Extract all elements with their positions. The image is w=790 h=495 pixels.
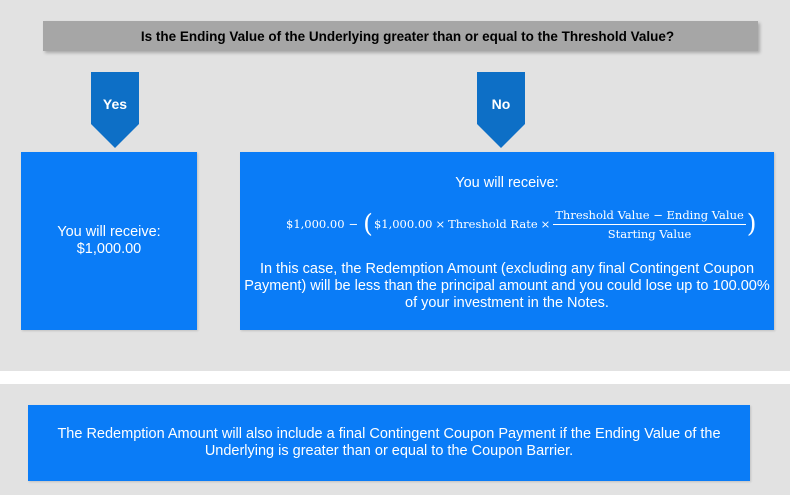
formula-denominator: Starting Value: [607, 226, 692, 241]
no-explanation: In this case, the Redemption Amount (excluding any final Contingent Coupon Payment) will be less than the principal amount and you could lose up to 100.00% of your investment in the Notes.: [244, 261, 770, 311]
no-label: No: [491, 96, 511, 112]
redemption-formula: [286, 204, 757, 244]
yes-label: Yes: [102, 96, 128, 112]
no-outcome-box: [240, 152, 774, 330]
question-text: Is the Ending Value of the Underlying greater than or equal to the Threshold Value?: [140, 28, 675, 44]
yes-amount: $1,000.00: [76, 241, 142, 257]
no-receive-label: You will receive:: [455, 175, 559, 191]
formula-inner-principal: $1,000.00: [373, 217, 433, 231]
yes-outcome-box: [21, 152, 197, 330]
yes-receive-label: You will receive:: [57, 224, 161, 240]
no-arrow: [477, 72, 525, 150]
formula-close-paren: ): [746, 208, 757, 238]
formula-times: ×: [435, 217, 446, 231]
formula-minus: −: [348, 217, 359, 231]
question-bar: [43, 21, 758, 51]
formula-rate-label: Threshold Rate: [448, 217, 538, 231]
formula-numerator: Threshold Value − Ending Value: [553, 208, 746, 225]
yes-arrow: [91, 72, 139, 150]
formula-open-paren: (: [363, 208, 373, 238]
formula-fraction: [553, 208, 746, 241]
formula-times-2: ×: [540, 217, 551, 231]
footer-note-box: [28, 405, 750, 481]
formula-principal: $1,000.00: [286, 217, 345, 231]
footer-note-text: The Redemption Amount will also include a final Contingent Coupon Payment if the Ending Value of the Underlying is greater than or equal to the Coupon Barrier.: [57, 426, 721, 459]
